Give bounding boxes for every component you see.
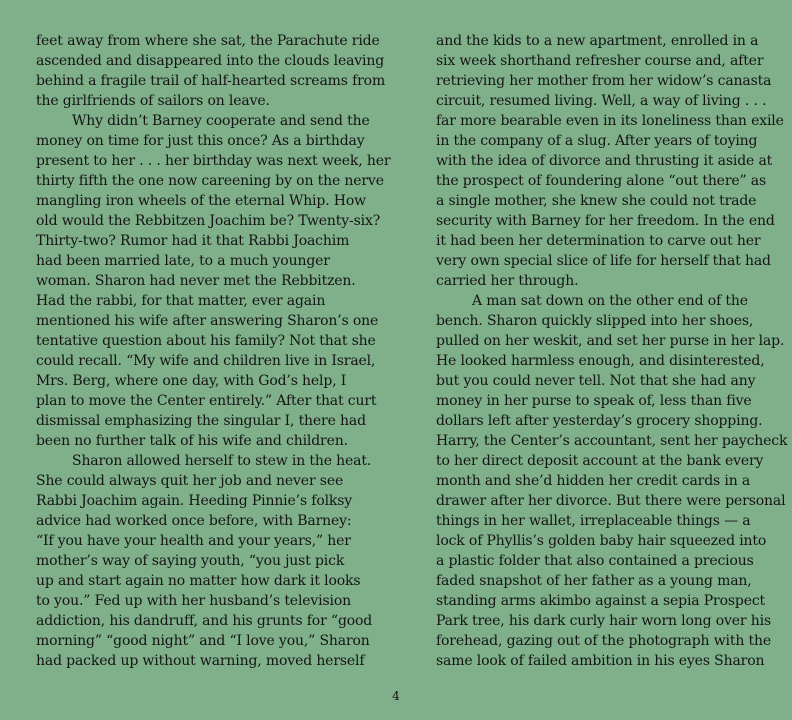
text-line: old would the Rebbitzen Joachim be? Twenty-six? bbox=[36, 213, 381, 229]
text-line: month and she’d hidden her credit cards in a bbox=[436, 473, 751, 489]
text-line: dollars left after yesterday’s grocery shopping. bbox=[436, 413, 763, 429]
text-line: morning” “good night” and “I love you,” Sharon bbox=[36, 633, 370, 649]
text-line: the prospect of foundering alone “out there” as bbox=[436, 173, 767, 189]
text-line: circuit, resumed living. Well, a way of living . . . bbox=[436, 93, 767, 109]
right-text-column bbox=[436, 31, 788, 671]
text-line: standing arms akimbo against a sepia Prospect bbox=[436, 593, 766, 609]
text-line: could recall. “My wife and children live in Israel, bbox=[36, 353, 376, 369]
text-line: the girlfriends of sailors on leave. bbox=[36, 93, 270, 109]
text-line: very own special slice of life for herself that had bbox=[436, 253, 771, 269]
text-line: money on time for just this once? As a birthday bbox=[36, 133, 365, 149]
text-line: addiction, his dandruff, and his grunts for “good bbox=[36, 613, 373, 629]
text-line: carried her through. bbox=[436, 273, 579, 289]
text-line: faded snapshot of her father as a young man, bbox=[436, 573, 752, 589]
text-line: but you could never tell. Not that she had any bbox=[436, 373, 756, 389]
text-line: ascended and disappeared into the clouds leaving bbox=[36, 53, 385, 69]
text-line: pulled on her weskit, and set her purse in her lap. bbox=[436, 333, 785, 349]
page-number: 4 bbox=[392, 689, 400, 703]
text-line: had packed up without warning, moved herself bbox=[36, 653, 365, 669]
text-line: thirty fifth the one now careening by on the nerve bbox=[36, 173, 384, 189]
text-line: to you.” Fed up with her husband’s television bbox=[36, 593, 351, 609]
text-line: a single mother, she knew she could not trade bbox=[436, 193, 757, 209]
left-text-column bbox=[36, 31, 391, 671]
text-line: behind a fragile trail of half-hearted screams from bbox=[36, 73, 386, 89]
text-line: lock of Phyllis’s golden baby hair squeezed into bbox=[436, 533, 767, 549]
text-line: advice had worked once before, with Barney: bbox=[36, 513, 352, 529]
text-line: in the company of a slug. After years of toying bbox=[436, 133, 758, 149]
text-line: to her direct deposit account at the bank every bbox=[436, 453, 764, 469]
text-line: same look of failed ambition in his eyes Sharon bbox=[436, 653, 765, 669]
text-line: Park tree, his dark curly hair worn long over his bbox=[436, 613, 771, 629]
text-line: it had been her determination to carve out her bbox=[436, 233, 761, 249]
text-line: Harry, the Center’s accountant, sent her paycheck bbox=[436, 433, 788, 449]
text-line: mother’s way of saying youth, “you just pick bbox=[36, 553, 345, 569]
text-line: feet away from where she sat, the Parachute ride bbox=[36, 33, 380, 49]
text-line: bench. Sharon quickly slipped into her shoes, bbox=[436, 313, 754, 329]
text-line: forehead, gazing out of the photograph with the bbox=[436, 633, 771, 649]
text-line: had been married late, to a much younger bbox=[36, 253, 330, 269]
text-line: A man sat down on the other end of the bbox=[472, 293, 748, 309]
text-line: with the idea of divorce and thrusting it aside at bbox=[436, 153, 773, 169]
text-line: Had the rabbi, for that matter, ever again bbox=[36, 293, 326, 309]
text-line: dismissal emphasizing the singular I, there had bbox=[36, 413, 366, 429]
text-line: Why didn’t Barney cooperate and send the bbox=[72, 113, 370, 129]
text-line: woman. Sharon had never met the Rebbitzen. bbox=[36, 273, 356, 289]
text-line: plan to move the Center entirely.” After that curt bbox=[36, 393, 377, 409]
text-line: mentioned his wife after answering Sharon’s one bbox=[36, 313, 379, 329]
text-line: been no further talk of his wife and children. bbox=[36, 433, 348, 449]
text-line: up and start again no matter how dark it looks bbox=[36, 573, 361, 589]
text-line: retrieving her mother from her widow’s canasta bbox=[436, 73, 772, 89]
text-line: tentative question about his family? Not that she bbox=[36, 333, 376, 349]
text-line: Mrs. Berg, where one day, with God’s help, I bbox=[36, 373, 347, 389]
text-line: drawer after her divorce. But there were personal bbox=[436, 493, 786, 509]
text-line: and the kids to a new apartment, enrolled in a bbox=[436, 33, 759, 49]
text-line: mangling iron wheels of the eternal Whip. How bbox=[36, 193, 366, 209]
text-line: Sharon allowed herself to stew in the heat. bbox=[72, 453, 372, 469]
text-line: He looked harmless enough, and disinterested, bbox=[436, 353, 765, 369]
text-line: things in her wallet, irreplaceable things — a bbox=[436, 513, 751, 529]
text-line: six week shorthand refresher course and, after bbox=[436, 53, 764, 69]
text-line: Rabbi Joachim again. Heeding Pinnie’s folksy bbox=[36, 493, 353, 509]
text-line: present to her . . . her birthday was next week, her bbox=[36, 153, 391, 169]
text-line: far more bearable even in its loneliness than exile bbox=[436, 113, 784, 129]
text-line: She could always quit her job and never see bbox=[36, 473, 344, 489]
text-line: a plastic folder that also contained a precious bbox=[436, 553, 754, 569]
text-line: “If you have your health and your years,” her bbox=[36, 533, 351, 549]
text-line: Thirty-two? Rumor had it that Rabbi Joachim bbox=[36, 233, 350, 249]
text-line: security with Barney for her freedom. In the end bbox=[436, 213, 775, 229]
text-line: money in her purse to speak of, less than five bbox=[436, 393, 752, 409]
